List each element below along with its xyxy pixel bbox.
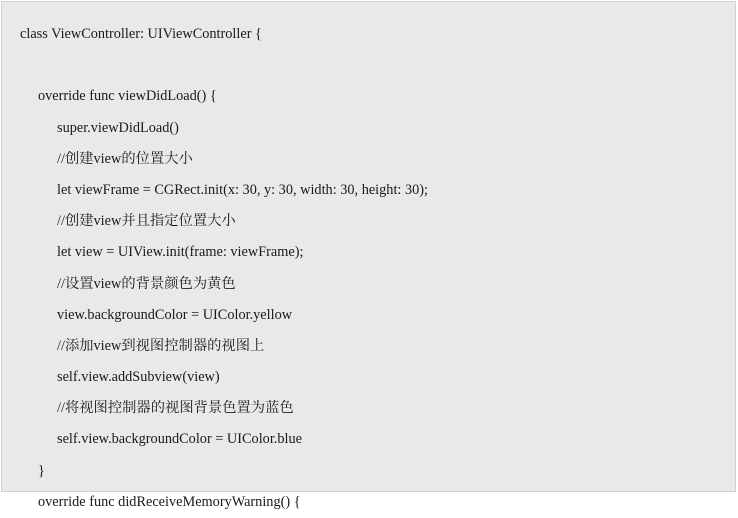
code-line: override func didReceiveMemoryWarning() { xyxy=(38,493,301,510)
code-line: //设置view的背景颜色为黄色 xyxy=(57,275,236,292)
code-line: class ViewController: UIViewController { xyxy=(20,26,262,42)
code-line: } xyxy=(38,462,45,479)
code-line: let viewFrame = CGRect.init(x: 30, y: 30, width: 30, height: 30); xyxy=(57,181,428,198)
code-block xyxy=(1,1,736,510)
code-line xyxy=(2,50,735,81)
code-line: self.view.addSubview(view) xyxy=(57,369,220,386)
code-line: //创建view并且指定位置大小 xyxy=(57,213,236,230)
code-line: //将视图控制器的视图背景色置为蓝色 xyxy=(57,400,294,417)
code-line: super.viewDidLoad() xyxy=(57,119,179,136)
code-line: self.view.backgroundColor = UIColor.blue xyxy=(57,431,302,448)
code-line: //创建view的位置大小 xyxy=(57,150,193,167)
code-line: let view = UIView.init(frame: viewFrame); xyxy=(57,244,304,261)
code-line-list xyxy=(2,19,735,518)
code-line: override func viewDidLoad() { xyxy=(38,88,217,105)
code-line: view.backgroundColor = UIColor.yellow xyxy=(57,306,293,323)
code-line: //添加view到视图控制器的视图上 xyxy=(57,337,265,354)
